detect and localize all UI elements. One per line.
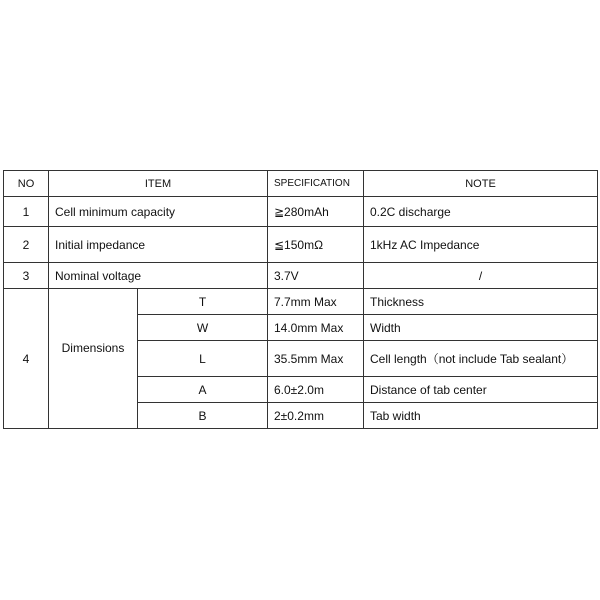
item-cell: Cell minimum capacity (49, 197, 268, 227)
note-cell: 0.2C discharge (364, 197, 598, 227)
spec-cell: 7.7mm Max (268, 289, 364, 315)
dimension-symbol: W (138, 315, 268, 341)
note-cell: 1kHz AC Impedance (364, 227, 598, 263)
dimension-symbol: L (138, 341, 268, 377)
spec-cell: 3.7V (268, 263, 364, 289)
dimension-symbol: T (138, 289, 268, 315)
note-cell: Cell length（not include Tab sealant） (364, 341, 598, 377)
spec-cell: ≧280mAh (268, 197, 364, 227)
header-specification: SPECIFICATION (268, 171, 364, 197)
item-cell: Initial impedance (49, 227, 268, 263)
note-cell: Distance of tab center (364, 377, 598, 403)
dimension-symbol: A (138, 377, 268, 403)
spec-cell: 2±0.2mm (268, 403, 364, 429)
table-row (4, 263, 598, 289)
table-row (4, 197, 598, 227)
table-row (4, 289, 598, 315)
specification-table (3, 170, 598, 429)
header-note: NOTE (364, 171, 598, 197)
table-header-row (4, 171, 598, 197)
dimensions-label: Dimensions (49, 289, 138, 429)
header-no: NO (4, 171, 49, 197)
header-item: ITEM (49, 171, 268, 197)
spec-cell: 35.5mm Max (268, 341, 364, 377)
item-cell: Nominal voltage (49, 263, 268, 289)
note-cell: Width (364, 315, 598, 341)
spec-cell: 6.0±2.0m (268, 377, 364, 403)
row-number: 4 (4, 289, 49, 429)
table-row (4, 227, 598, 263)
dimension-symbol: B (138, 403, 268, 429)
spec-cell: 14.0mm Max (268, 315, 364, 341)
row-number: 2 (4, 227, 49, 263)
note-cell: / (364, 263, 598, 289)
spec-cell: ≦150mΩ (268, 227, 364, 263)
row-number: 3 (4, 263, 49, 289)
row-number: 1 (4, 197, 49, 227)
note-cell: Tab width (364, 403, 598, 429)
note-cell: Thickness (364, 289, 598, 315)
